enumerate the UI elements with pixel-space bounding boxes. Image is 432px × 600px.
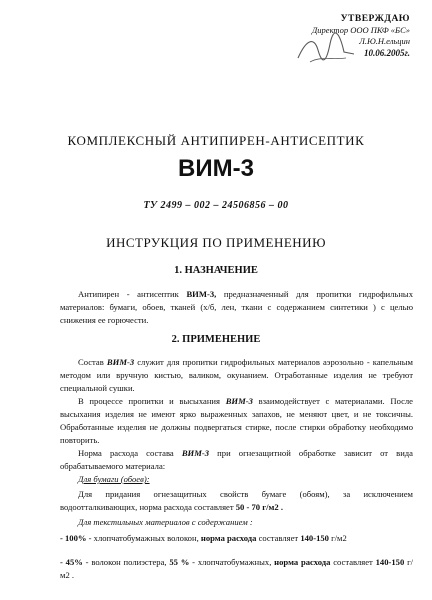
document-title: КОМПЛЕКСНЫЙ АНТИПИРЕН-АНТИСЕПТИК [67, 133, 365, 148]
textile-subheading: Для текстильных материалов с содержанием : [78, 517, 253, 527]
approval-signer: Л.Ю.Н.ельцин [359, 36, 410, 46]
tech-spec-number: ТУ 2499 – 002 – 24506856 – 00 [143, 200, 289, 211]
textile-item-1: - 100% - хлопчатобумажных волокон, норма расхода составляет 140-150 г/м2 [60, 533, 347, 543]
approval-date: 10.06.2005г. [364, 48, 410, 58]
instruction-title: ИНСТРУКЦИЯ ПО ПРИМЕНЕНИЮ [106, 235, 326, 250]
section-2-paragraph-1: Состав ВИМ-3 служит для пропитки гидрофильных материалов аэрозольно - капельным методом или вручную кистью, валиком, окунанием. Отработанные изделия не требуют специальной сушки. [60, 357, 413, 393]
approval-position: Директор ООО ПКФ «БС» [311, 25, 410, 35]
textile-item-2: - 45% - волокон полиэстера, 55 % - хлопчатобумажных, норма расхода составляет 140-150 г/м2 . [60, 557, 413, 580]
signature-line [260, 36, 410, 48]
product-name: ВИМ-3 [178, 155, 254, 182]
section-1-paragraph: Антипирен - антисептик ВИМ-3, предназначенный для пропитки гидрофильных материалов: бумаги, обоев, тканей (х/б, лен, ткани с содержанием синтетики ) с целью снижения ее горючести. [60, 289, 413, 325]
section-2-paragraph-3: Норма расхода состава ВИМ-3 при огнезащитной обработке зависит от вида обрабатываемого материала: [60, 448, 413, 471]
paper-paragraph: Для придания огнезащитных свойств бумаге (обоям), за исключением водоотталкивающих, норма расхода составляет 50 - 70 г/м2 . [60, 489, 413, 512]
approval-block [260, 14, 410, 59]
section-1-heading: 1. НАЗНАЧЕНИЕ [174, 265, 258, 276]
paper-subheading: Для бумаги (обоев): [78, 474, 150, 484]
section-2-paragraph-2: В процессе пропитки и высыхания ВИМ-3 взаимодействует с материалами. После высыхания изделия не имеют ярко выраженных запахов, не меняют цвет, и не токсичны. Обработанные изделия не должны подвергаться стирке, после стирки обработку необходимо повторить. [60, 396, 413, 445]
approval-heading: УТВЕРЖДАЮ [340, 14, 410, 24]
section-2-heading: 2. ПРИМЕНЕНИЕ [171, 334, 261, 345]
signature-icon [296, 30, 356, 70]
